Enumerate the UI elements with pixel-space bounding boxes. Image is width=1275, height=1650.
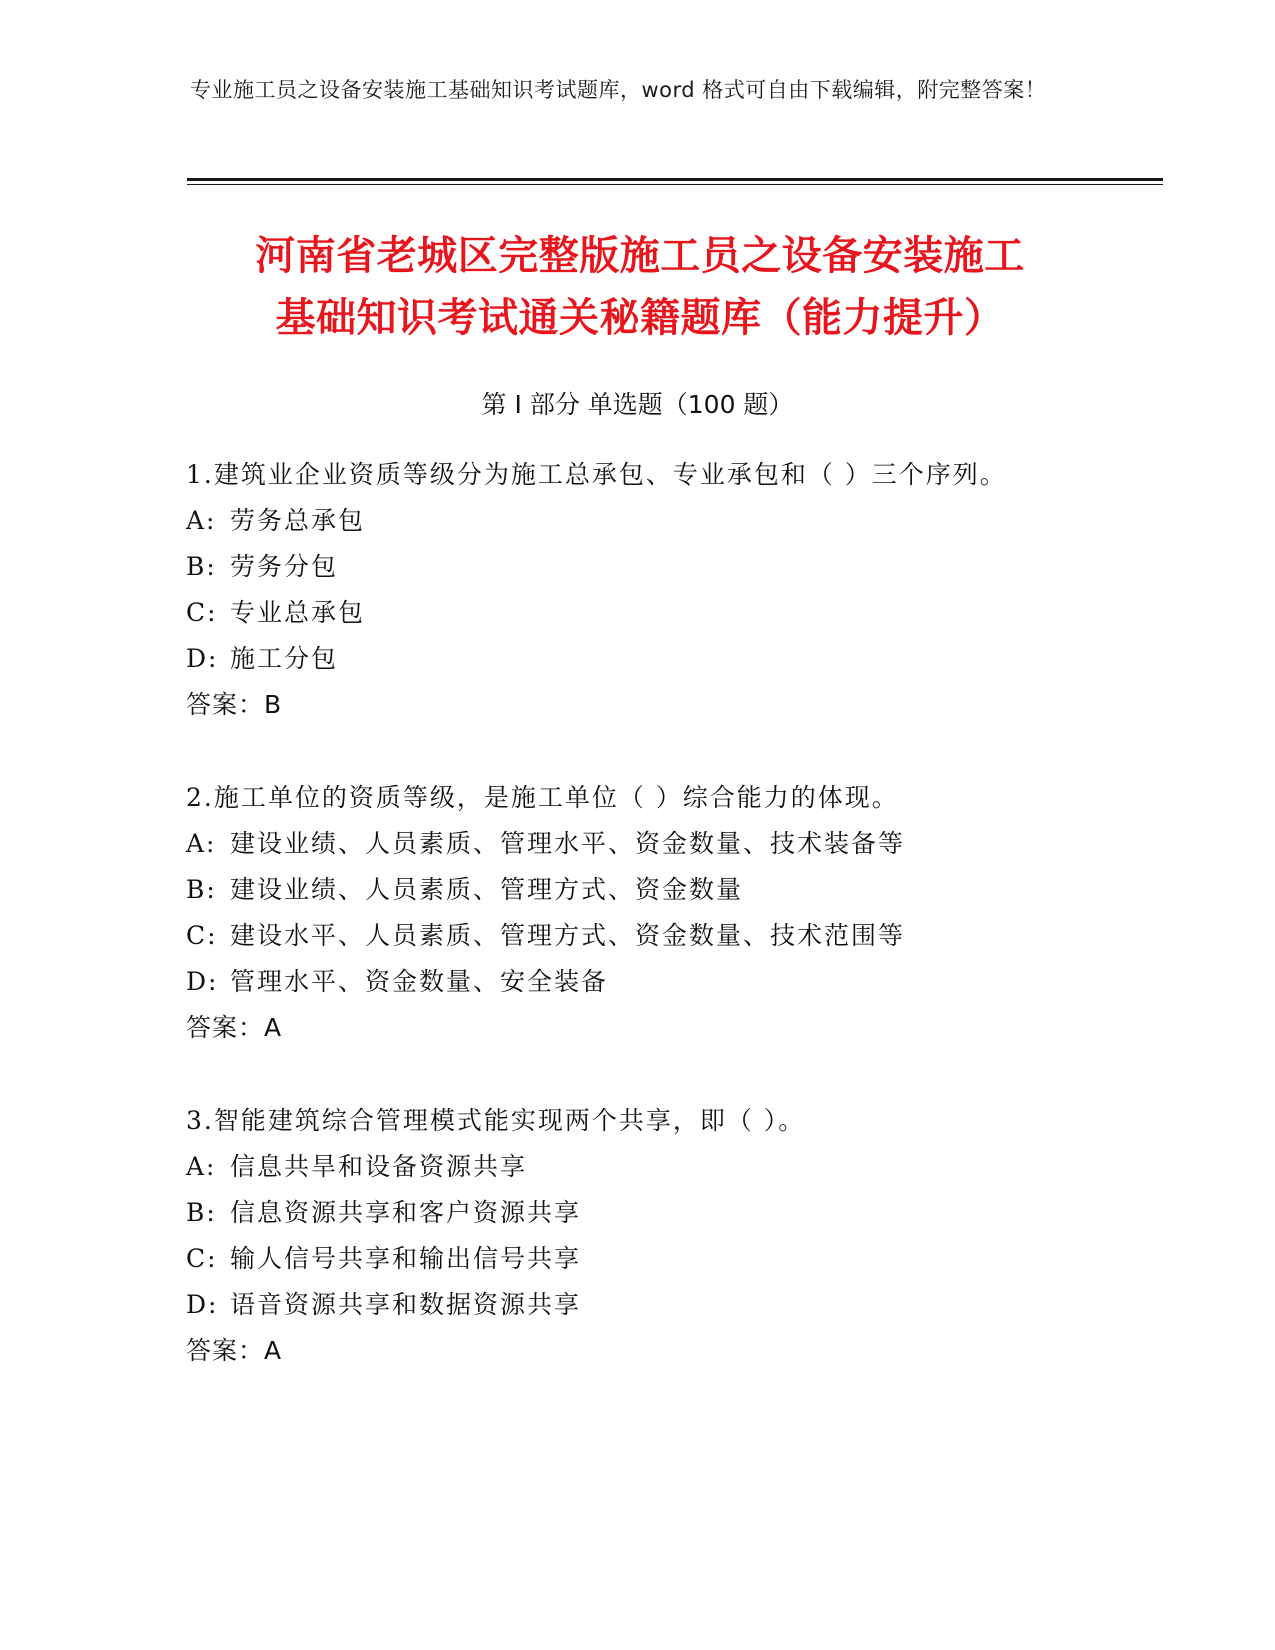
title-line-2: 基础知识考试通关秘籍题库（能力提升） <box>275 295 1005 341</box>
option-text: 输人信号共享和输出信号共享 <box>230 1244 582 1273</box>
option-letter: A: <box>186 829 217 858</box>
option-a <box>186 1144 1186 1190</box>
option-letter: D: <box>186 1290 219 1319</box>
option-text: 建设水平、人员素质、管理方式、资金数量、技术范围等 <box>230 921 906 950</box>
option-c <box>186 590 1186 636</box>
option-letter: C: <box>186 1244 218 1273</box>
option-letter: B: <box>186 1198 217 1227</box>
option-text: 专业总承包 <box>230 598 366 627</box>
option-text: 信息共旱和设备资源共享 <box>230 1152 528 1181</box>
option-d <box>186 959 1186 1005</box>
option-text: 信息资源共享和客户资源共享 <box>230 1198 582 1227</box>
question-1 <box>186 452 1186 728</box>
option-d <box>186 636 1186 682</box>
option-b <box>186 867 1186 913</box>
option-letter: C: <box>186 598 218 627</box>
option-letter: A: <box>186 1152 217 1181</box>
header-rule-thick <box>187 178 1163 181</box>
question-stem: 1.建筑业企业资质等级分为施工总承包、专业承包和（ ）三个序列。 <box>186 460 1007 489</box>
option-a <box>186 821 1186 867</box>
question-stem: 2.施工单位的资质等级，是施工单位（ ）综合能力的体现。 <box>186 783 899 812</box>
title-line-1: 河南省老城区完整版施工员之设备安装施工 <box>255 233 1025 279</box>
option-text: 语音资源共享和数据资源共享 <box>230 1290 582 1319</box>
answer: 答案：A <box>186 1336 283 1365</box>
option-letter: B: <box>186 552 217 581</box>
option-letter: D: <box>186 967 219 996</box>
option-text: 劳务分包 <box>230 552 339 581</box>
header-rule-thin <box>187 184 1163 185</box>
option-text: 管理水平、资金数量、安全装备 <box>230 967 609 996</box>
section-heading: 第 I 部分 单选题（100 题） <box>481 390 794 419</box>
option-letter: B: <box>186 875 217 904</box>
option-letter: C: <box>186 921 218 950</box>
option-letter: D: <box>186 644 219 673</box>
option-c <box>186 913 1186 959</box>
option-letter: A: <box>186 506 217 535</box>
question-2 <box>186 775 1186 1051</box>
answer: 答案：A <box>186 1013 283 1042</box>
option-b <box>186 544 1186 590</box>
answer: 答案：B <box>186 690 283 719</box>
option-d <box>186 1282 1186 1328</box>
question-3 <box>186 1098 1186 1374</box>
option-text: 建设业绩、人员素质、管理水平、资金数量、技术装备等 <box>230 829 906 858</box>
option-text: 劳务总承包 <box>230 506 366 535</box>
option-text: 施工分包 <box>230 644 339 673</box>
document-title <box>190 225 1090 349</box>
question-stem: 3.智能建筑综合管理模式能实现两个共享，即（ ）。 <box>186 1106 806 1135</box>
option-text: 建设业绩、人员素质、管理方式、资金数量 <box>230 875 744 904</box>
option-c <box>186 1236 1186 1282</box>
option-a <box>186 498 1186 544</box>
option-b <box>186 1190 1186 1236</box>
header-note: 专业施工员之设备安装施工基础知识考试题库，word 格式可自由下载编辑，附完整答案！ <box>190 78 1047 102</box>
